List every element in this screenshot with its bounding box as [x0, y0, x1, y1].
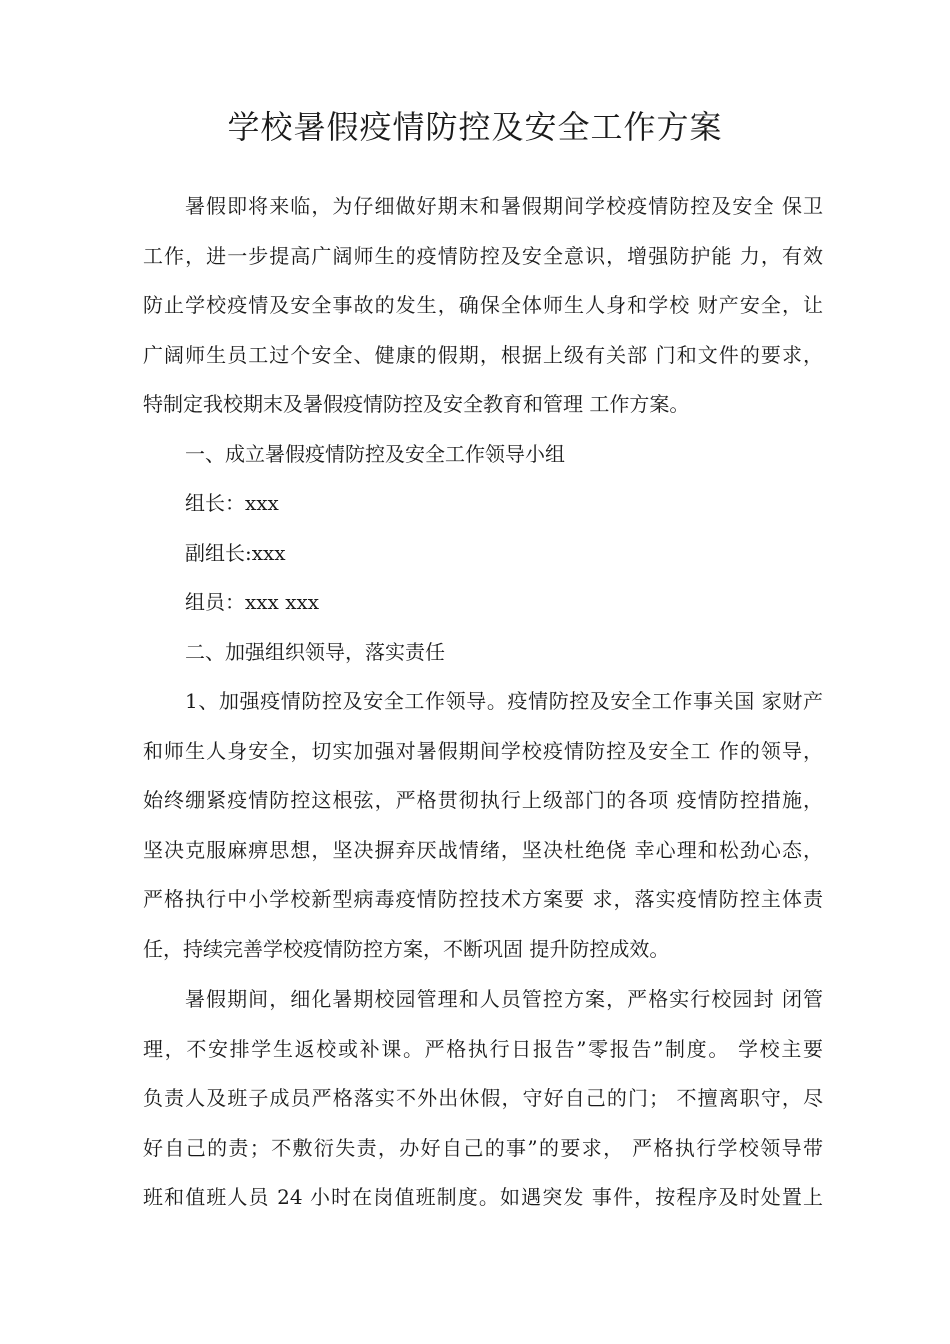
document-title: 学校暑假疫情防控及安全工作方案	[227, 108, 723, 146]
summer-paragraph	[143, 975, 823, 1223]
intro-paragraph	[143, 182, 823, 430]
section2-heading: 二、加强组织领导，落实责任	[185, 640, 445, 664]
item1-line: 严格执行中小学校新型病毒疫情防控技术方案要 求，落实疫情防控主体责	[143, 887, 823, 911]
item1-paragraph	[143, 677, 823, 974]
item1-line: 任，持续完善学校疫情防控方案，不断巩固 提升防控成效。	[143, 936, 670, 961]
members-line: 组员：xxx xxx	[185, 590, 320, 614]
deputy-line: 副组长:xxx	[185, 541, 286, 565]
item1-line: 1、加强疫情防控及安全工作领导。疫情防控及安全工作事关国 家财产	[185, 689, 823, 713]
summer-line: 理，不安排学生返校或补课。严格执行日报告”零报告”制度。 学校主要	[143, 1036, 823, 1061]
summer-line: 负责人及班子成员严格落实不外出休假，守好自己的门； 不擅离职守，尽	[143, 1086, 823, 1110]
item1-line: 坚决克服麻痹思想，坚决摒弃厌战情绪，坚决杜绝侥 幸心理和松劲心态，	[143, 837, 823, 862]
summer-line: 班和值班人员 24 小时在岗值班制度。如遇突发 事件，按程序及时处置上	[143, 1185, 823, 1209]
intro-line: 工作，进一步提高广阔师生的疫情防控及安全意识，增强防护能 力，有效	[143, 243, 823, 268]
intro-line: 广阔师生员工过个安全、健康的假期，根据上级有关部 门和文件的要求，	[143, 342, 823, 367]
leader-line: 组长：xxx	[185, 491, 279, 515]
item1-line: 和师生人身安全，切实加强对暑假期间学校疫情防控及安全工 作的领导，	[143, 738, 823, 763]
section1-heading: 一、成立暑假疫情防控及安全工作领导小组	[185, 442, 565, 466]
item1-line: 始终绷紧疫情防控这根弦，严格贯彻执行上级部门的各项 疫情防控措施，	[143, 788, 823, 812]
intro-line: 防止学校疫情及安全事故的发生，确保全体师生人身和学校 财产安全，让	[143, 293, 823, 317]
intro-line: 特制定我校期末及暑假疫情防控及安全教育和管理 工作方案。	[143, 392, 690, 416]
intro-line: 暑假即将来临，为仔细做好期末和暑假期间学校疫情防控及安全 保卫	[185, 194, 823, 218]
summer-line: 暑假期间，细化暑期校园管理和人员管控方案，严格实行校园封 闭管	[185, 987, 823, 1011]
summer-line: 好自己的责；不敷衍失责，办好自己的事”的要求， 严格执行学校领导带	[143, 1135, 823, 1160]
